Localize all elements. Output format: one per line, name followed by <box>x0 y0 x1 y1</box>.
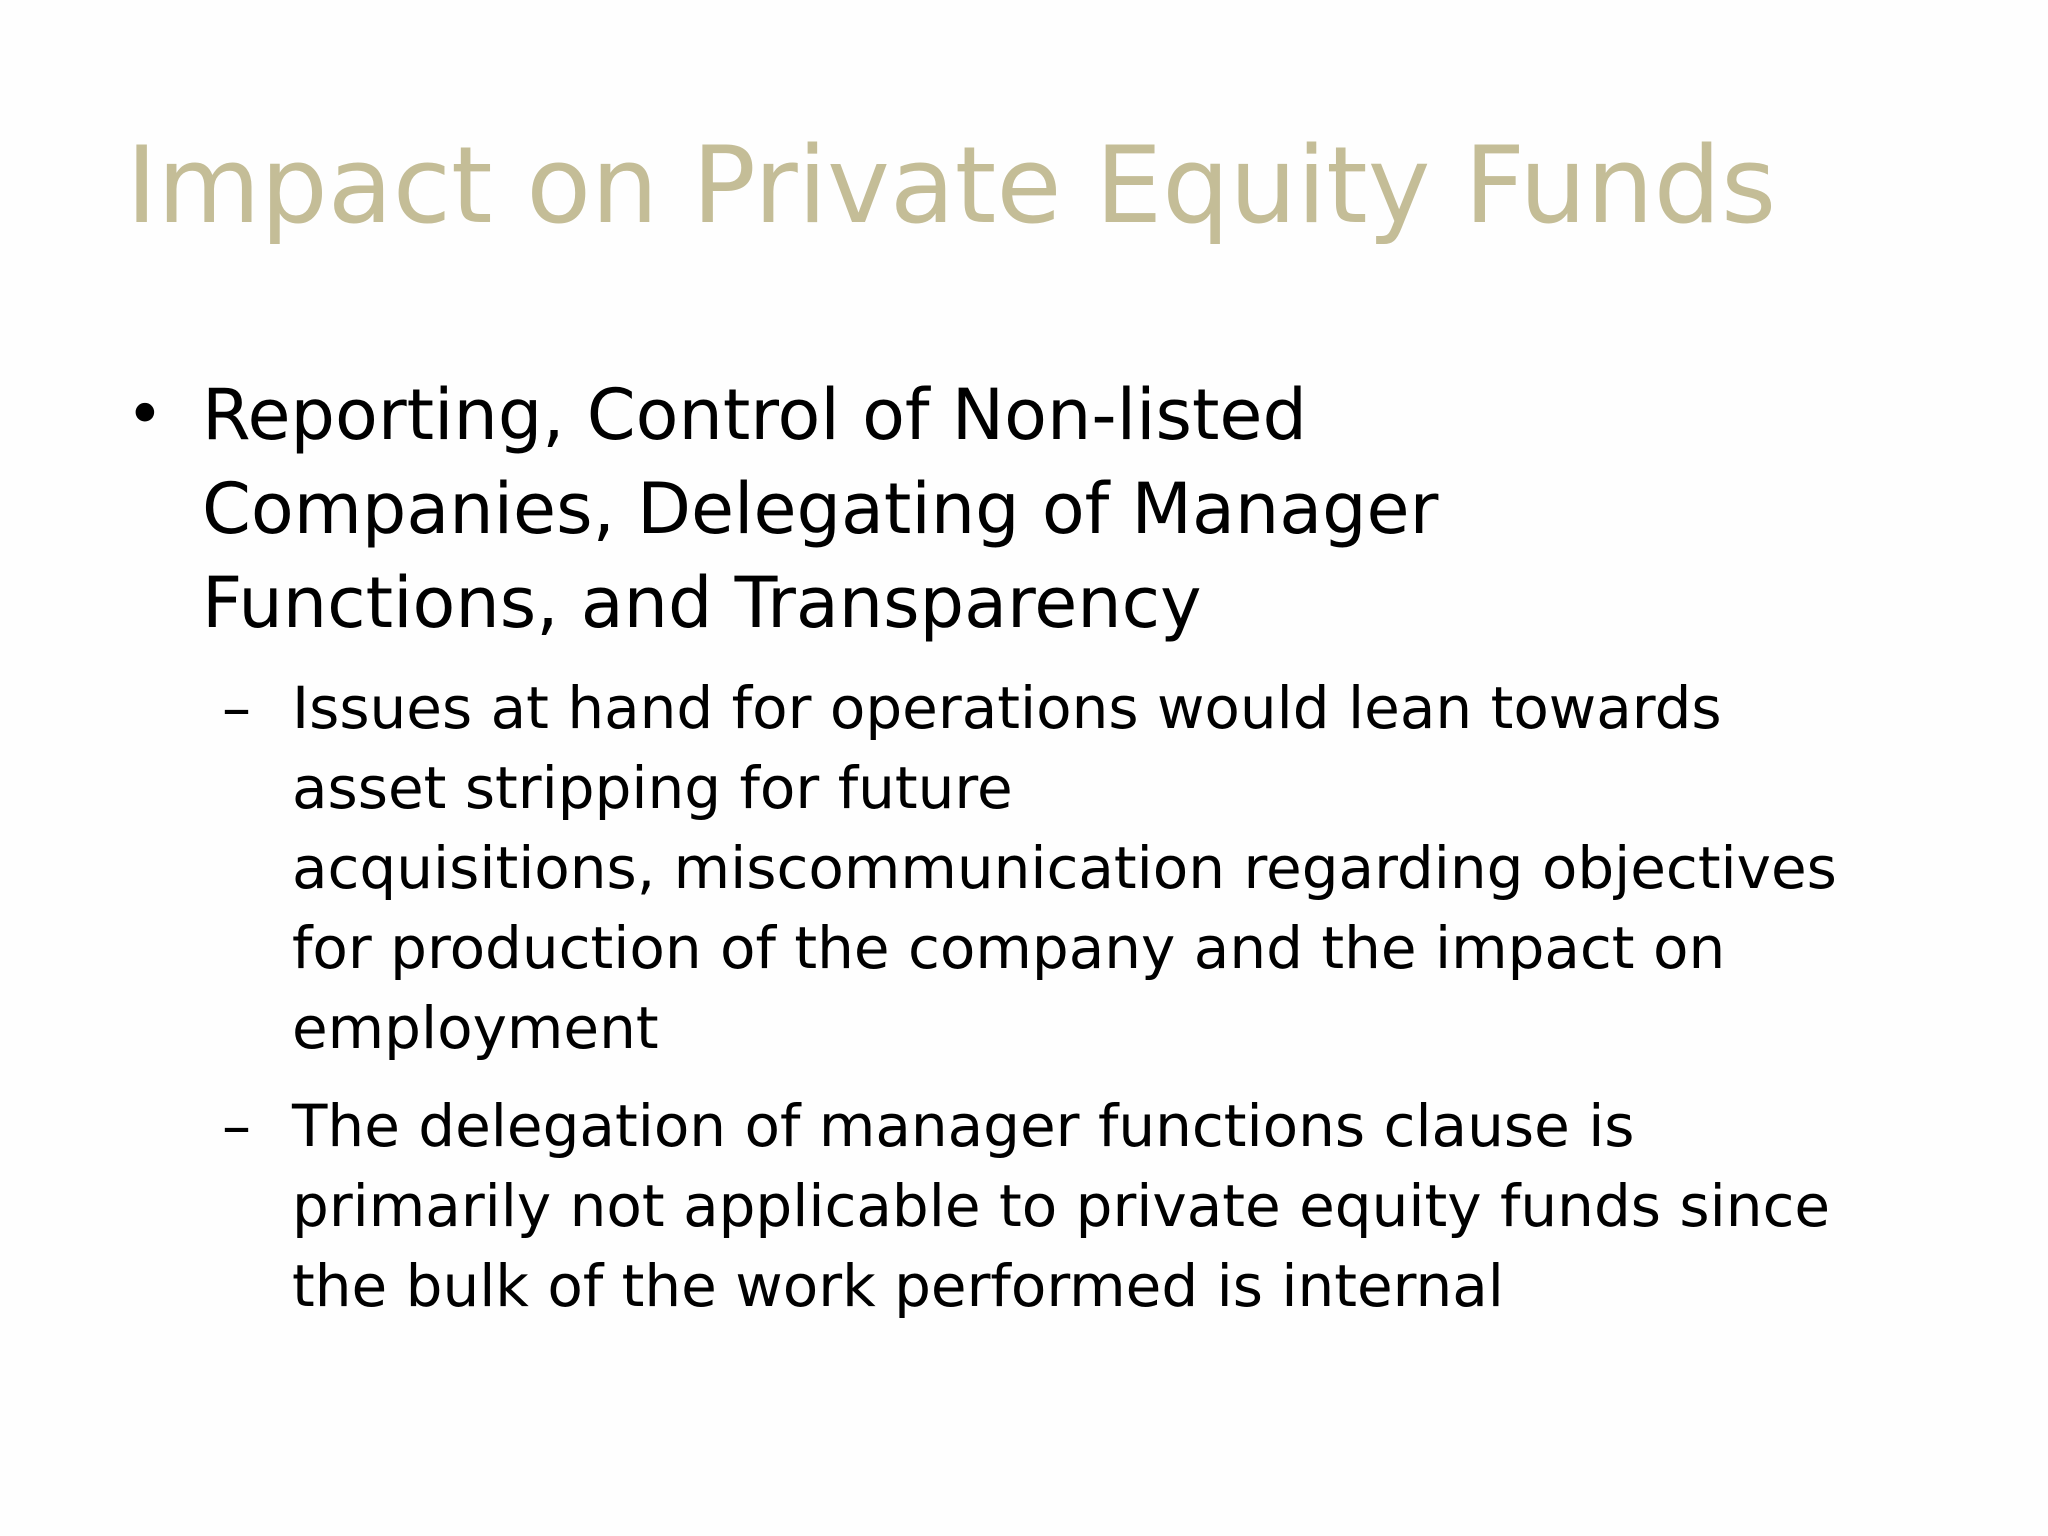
sub-bullet-line: Issues at hand for operations would lean towards <box>292 674 1722 742</box>
main-bullet-text <box>202 368 1438 650</box>
sub-bullet-text <box>292 668 1837 1068</box>
slide-title: Impact on Private Equity Funds <box>126 124 1777 247</box>
sub-bullet-text <box>292 1086 1830 1326</box>
sub-bullet-line: The delegation of manager functions clause is <box>292 1092 1635 1160</box>
sub-bullet-list <box>222 668 1922 1344</box>
sub-bullet-line: the bulk of the work performed is internal <box>292 1252 1504 1320</box>
sub-bullet-operations <box>222 668 1922 1068</box>
sub-bullet-line: for production of the company and the impact on <box>292 914 1726 982</box>
main-bullet-line: Companies, Delegating of Manager <box>202 468 1439 550</box>
sub-bullet-line: employment <box>292 994 659 1062</box>
main-bullet <box>126 368 1486 650</box>
main-bullet-line: Functions, and Transparency <box>202 562 1202 644</box>
sub-bullet-line: primarily not applicable to private equity funds since <box>292 1172 1831 1240</box>
sub-bullet-line: asset stripping for future <box>292 754 1013 822</box>
sub-bullet-line: acquisitions, miscommunication regarding objectives <box>292 834 1837 902</box>
sub-bullet-delegation <box>222 1086 1922 1326</box>
main-bullet-line: Reporting, Control of Non-listed <box>202 374 1307 456</box>
bullet-marker: • <box>126 378 164 452</box>
dash-marker: – <box>222 674 251 742</box>
dash-marker: – <box>222 1092 251 1160</box>
